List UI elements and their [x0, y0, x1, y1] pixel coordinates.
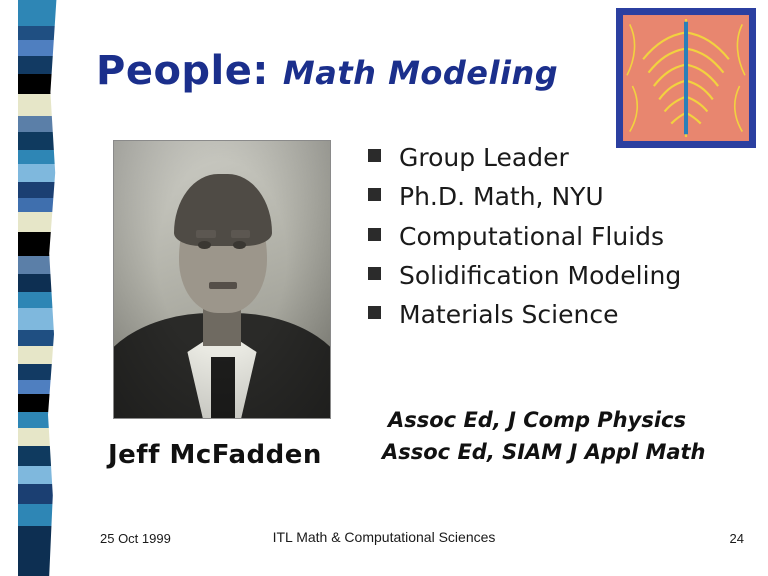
square-bullet-icon [368, 267, 381, 280]
square-bullet-icon [368, 228, 381, 241]
list-item [368, 260, 760, 290]
page-title-subject: Math Modeling [282, 54, 559, 92]
square-bullet-icon [368, 188, 381, 201]
role-line: Assoc Ed, SIAM J Appl Math [382, 440, 706, 464]
role-list [382, 408, 758, 472]
footer-page-number: 24 [729, 531, 744, 546]
footer-date: 25 Oct 1999 [100, 531, 171, 546]
portrait-photo [113, 140, 331, 419]
list-item-label: Computational Fluids [399, 221, 665, 251]
list-item [368, 221, 760, 251]
square-bullet-icon [368, 149, 381, 162]
list-item-label: Ph.D. Math, NYU [399, 182, 604, 212]
footer-organization: ITL Math & Computational Sciences [272, 529, 496, 545]
role-line: Assoc Ed, J Comp Physics [388, 408, 686, 432]
list-item-label: Materials Science [399, 300, 619, 329]
page-title-main: People: [96, 48, 269, 94]
list-item-label: Group Leader [399, 143, 569, 172]
list-item-label: Solidification Modeling [399, 260, 682, 290]
person-name: Jeff McFadden [108, 440, 322, 470]
list-item [368, 184, 760, 210]
photo-vignette [114, 141, 330, 418]
fern-ornament-art [619, 11, 753, 145]
square-bullet-icon [368, 306, 381, 319]
page-title [96, 48, 558, 94]
fern-ornament [616, 8, 756, 148]
list-item [368, 145, 760, 171]
bullet-list [368, 145, 760, 341]
list-item [368, 302, 760, 328]
